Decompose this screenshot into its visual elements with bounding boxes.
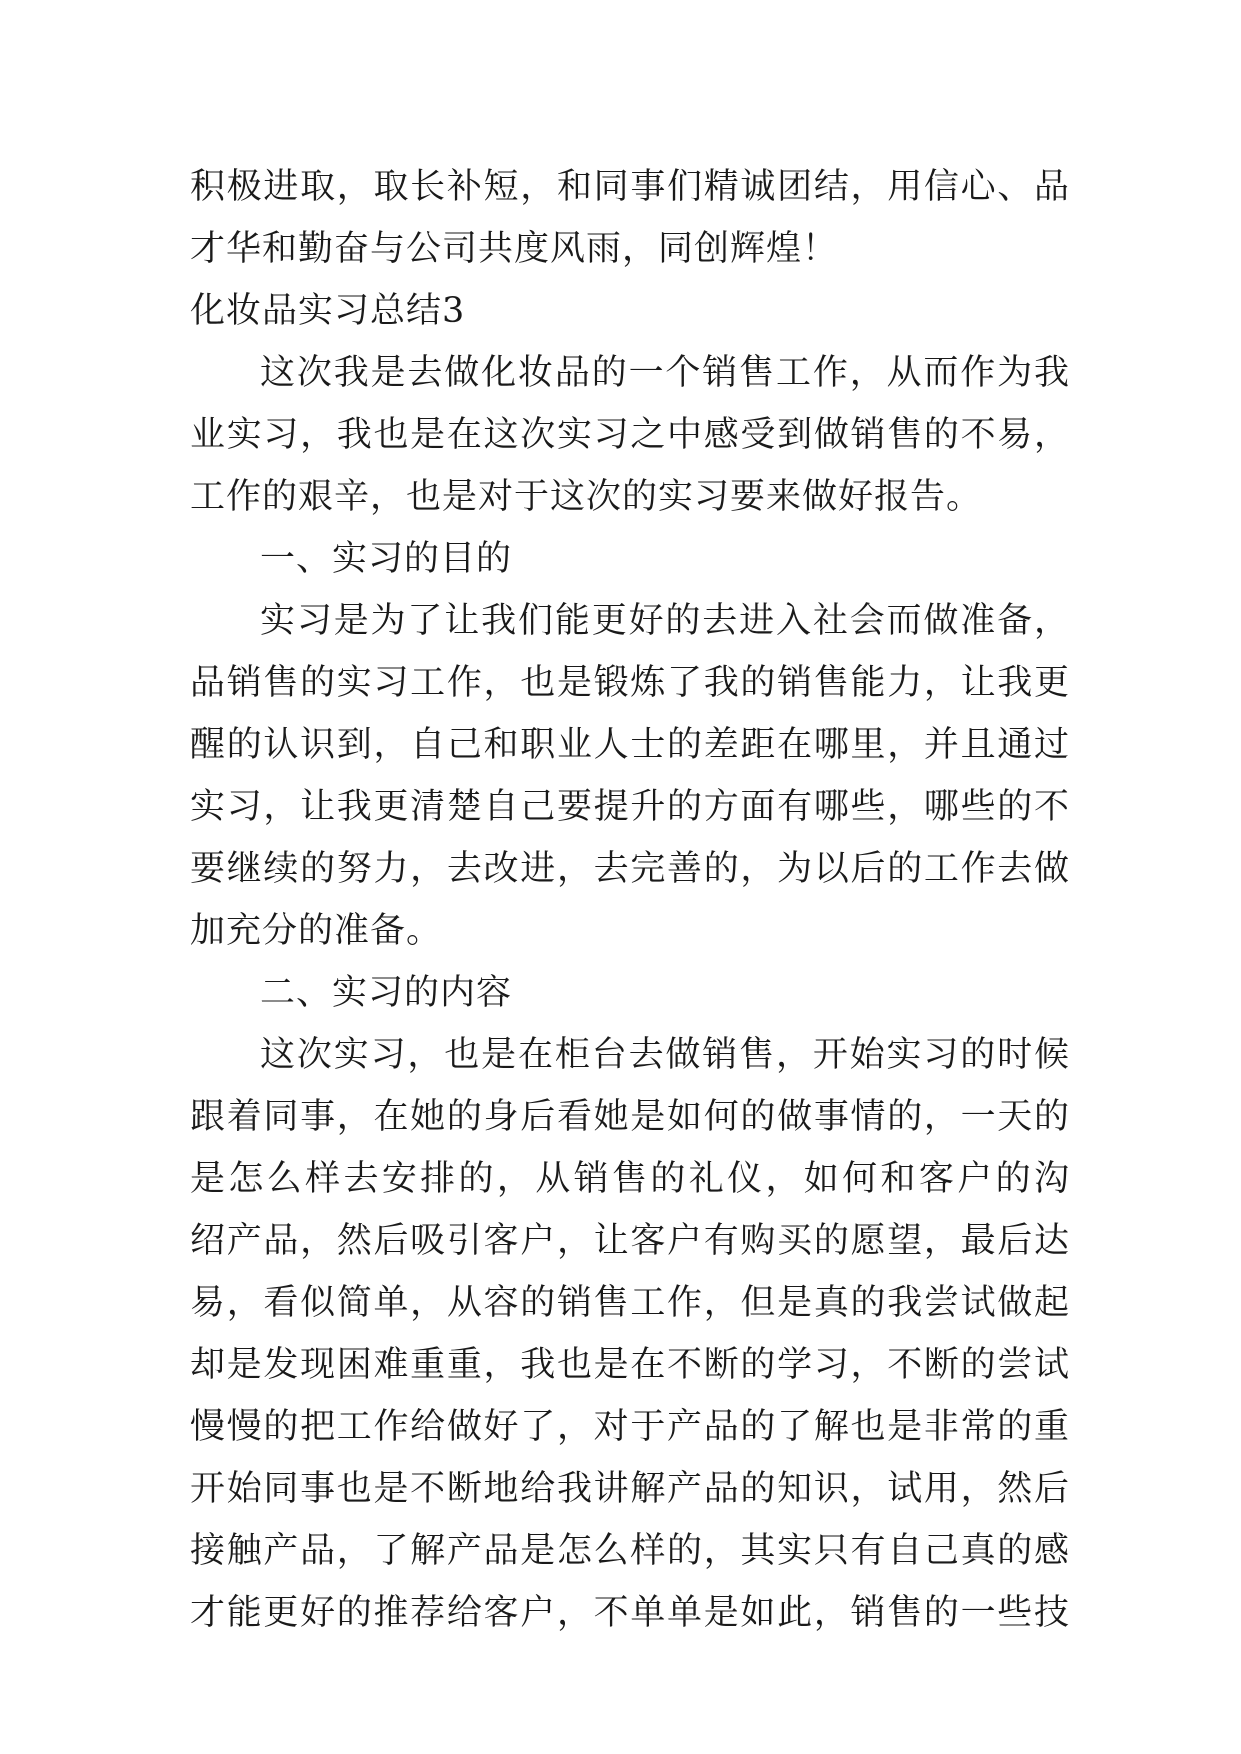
text-line: 跟着同事，在她的身后看她是如何的做事情的，一天的 xyxy=(190,1097,1070,1137)
text-line: 易，看似简单，从容的销售工作，但是真的我尝试做起 xyxy=(190,1283,1070,1323)
text-line: 才能更好的推荐给客户，不单单是如此，销售的一些技 xyxy=(190,1593,1070,1633)
text-line: 要继续的努力，去改进，去完善的，为以后的工作去做 xyxy=(190,849,1070,889)
text-line: 品销售的实习工作，也是锻炼了我的销售能力，让我更 xyxy=(190,663,1070,703)
text-line: 工作的艰辛，也是对于这次的实习要来做好报告。 xyxy=(190,477,983,517)
text-line: 一、实习的目的 xyxy=(260,539,513,579)
body-text xyxy=(190,156,1070,1644)
text-line: 这次我是去做化妆品的一个销售工作，从而作为我 xyxy=(260,353,1070,393)
text-line: 是怎么样去安排的，从销售的礼仪，如何和客户的沟 xyxy=(190,1159,1070,1199)
text-line: 实习是为了让我们能更好的去进入社会而做准备， xyxy=(260,601,1070,641)
text-line: 业实习，我也是在这次实习之中感受到做销售的不易， xyxy=(190,415,1070,455)
text-line: 加充分的准备。 xyxy=(190,911,443,951)
text-line: 才华和勤奋与公司共度风雨，同创辉煌！ xyxy=(190,229,839,269)
text-line: 绍产品，然后吸引客户，让客户有购买的愿望，最后达 xyxy=(190,1221,1070,1261)
text-line: 这次实习，也是在柜台去做销售，开始实习的时候 xyxy=(260,1035,1070,1075)
text-line: 二、实习的内容 xyxy=(260,973,513,1013)
text-line: 醒的认识到，自己和职业人士的差距在哪里，并且通过 xyxy=(190,725,1070,765)
text-line: 慢慢的把工作给做好了，对于产品的了解也是非常的重 xyxy=(190,1407,1070,1447)
text-line: 积极进取，取长补短，和同事们精诚团结，用信心、品 xyxy=(190,167,1070,207)
text-line: 却是发现困难重重，我也是在不断的学习，不断的尝试 xyxy=(190,1345,1070,1385)
text-line: 开始同事也是不断地给我讲解产品的知识，试用，然后 xyxy=(190,1469,1070,1509)
text-line: 化妆品实习总结3 xyxy=(190,291,466,331)
text-line: 实习，让我更清楚自己要提升的方面有哪些，哪些的不 xyxy=(190,787,1070,827)
text-line: 接触产品，了解产品是怎么样的，其实只有自己真的感 xyxy=(190,1531,1070,1571)
